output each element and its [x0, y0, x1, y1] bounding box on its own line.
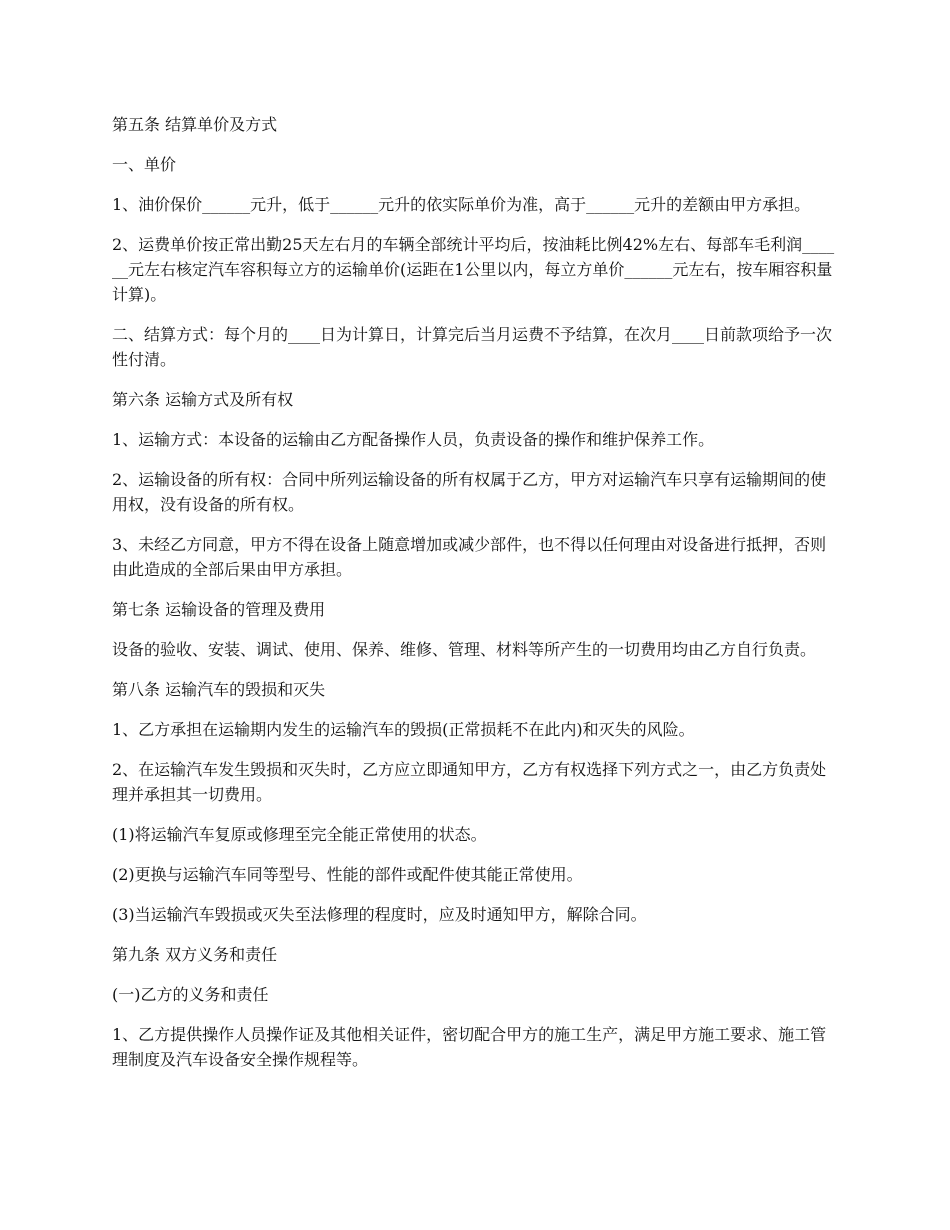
document-body	[112, 112, 836, 1087]
clause-party-b-operators: 1、乙方提供操作人员操作证及其他相关证件，密切配合甲方的施工生产，满足甲方施工要求、施工管理制度及汽车设备安全操作规程等。	[112, 1025, 827, 1069]
article-6-heading: 第六条 运输方式及所有权	[112, 390, 294, 409]
article-5-heading: 第五条 结算单价及方式	[112, 115, 278, 134]
option-terminate: (3)当运输汽车毁损或灭失至法修理的程度时，应及时通知甲方，解除合同。	[112, 905, 647, 924]
option-replace-parts: (2)更换与运输汽车同等型号、性能的部件或配件使其能正常使用。	[112, 865, 583, 884]
article-7-heading: 第七条 运输设备的管理及费用	[112, 600, 326, 619]
clause-fuel-price: 1、油价保价______元升，低于______元升的依实际单价为准，高于______元升的差额由甲方承担。	[112, 195, 811, 214]
section-settlement-method: 二、结算方式：每个月的____日为计算日，计算完后当月运费不予结算，在次月____日前款项给予一次性付清。	[112, 325, 833, 369]
clause-damage-risk: 1、乙方承担在运输期内发生的运输汽车的毁损(正常损耗不在此内)和灭失的风险。	[112, 720, 695, 739]
clause-damage-handling: 2、在运输汽车发生毁损和灭失时，乙方应立即通知甲方，乙方有权选择下列方式之一，由乙方负责处理并承担其一切费用。	[112, 760, 827, 804]
clause-freight-unit-price: 2、运费单价按正常出勤25天左右月的车辆全部统计平均后，按油耗比例42%左右、每部车毛利润______元左右核定汽车容积每立方的运输单价(运距在1公里以内，每立方单价______元左右，按车厢容积量计算)。	[112, 235, 835, 304]
article-9-heading: 第九条 双方义务和责任	[112, 945, 278, 964]
clause-transport-method: 1、运输方式：本设备的运输由乙方配备操作人员，负责设备的操作和维护保养工作。	[112, 430, 715, 449]
clause-equipment-ownership: 2、运输设备的所有权：合同中所列运输设备的所有权属于乙方，甲方对运输汽车只享有运输期间的使用权，没有设备的所有权。	[112, 470, 827, 514]
section-unit-price-heading: 一、单价	[112, 155, 177, 174]
clause-no-modification: 3、未经乙方同意，甲方不得在设备上随意增加或减少部件，也不得以任何理由对设备进行抵押，否则由此造成的全部后果由甲方承担。	[112, 535, 827, 579]
clause-equipment-costs: 设备的验收、安装、调试、使用、保养、维修、管理、材料等所产生的一切费用均由乙方自行负责。	[112, 640, 817, 659]
article-8-heading: 第八条 运输汽车的毁损和灭失	[112, 680, 326, 699]
option-restore: (1)将运输汽车复原或修理至完全能正常使用的状态。	[112, 825, 487, 844]
subsection-party-b-duties: (一)乙方的义务和责任	[112, 985, 269, 1004]
